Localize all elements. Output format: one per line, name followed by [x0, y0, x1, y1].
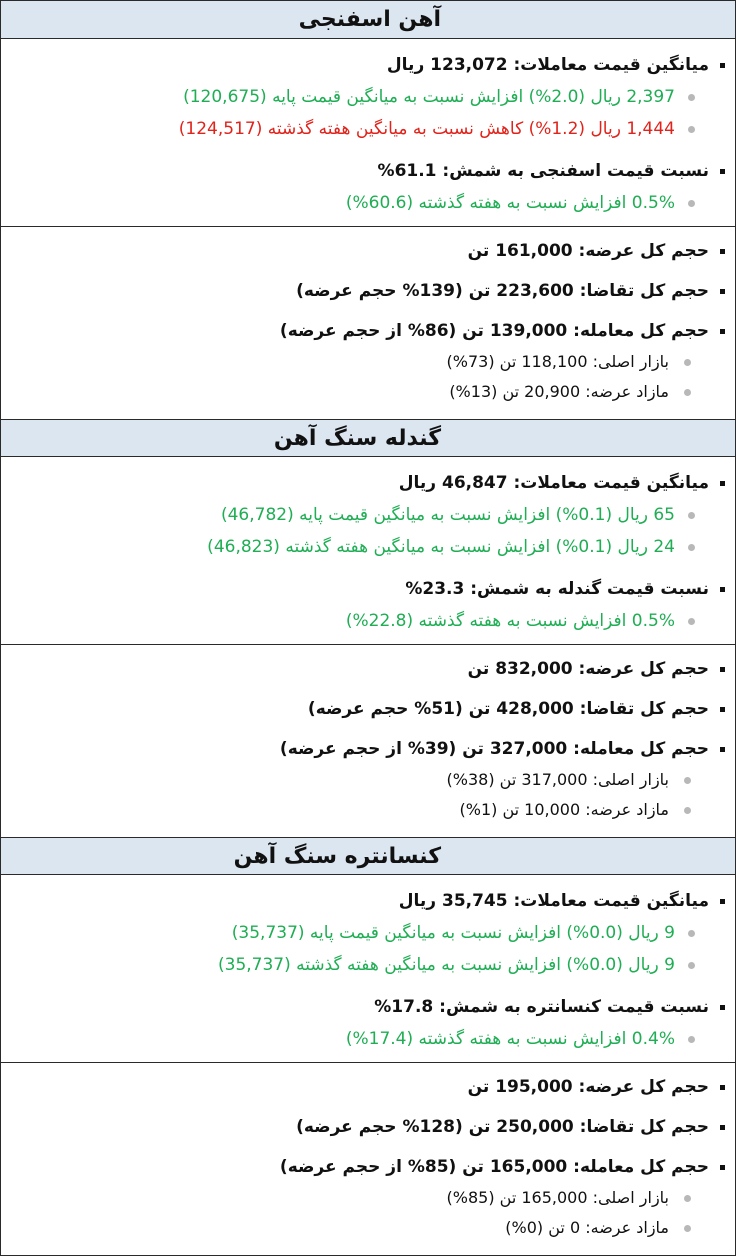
section-header	[1, 837, 735, 875]
surplus-supply: مازاد عرضه: 10,000 تن (1%)	[11, 795, 709, 825]
avg-price: میانگین قیمت معاملات: 46,847 ریال	[11, 467, 709, 499]
price-ratio-to-billet: نسبت قیمت اسفنجی به شمش: 61.1%	[11, 155, 709, 187]
total-traded: حجم کل معامله: 327,000 تن (39% از حجم عرضه)	[11, 733, 709, 765]
volume-block	[1, 227, 735, 419]
price-ratio-to-billet: نسبت قیمت کنسانتره به شمش: 17.8%	[11, 991, 709, 1023]
total-supply: حجم کل عرضه: 161,000 تن	[11, 235, 709, 267]
section-iron-ore-pellet	[1, 419, 735, 837]
section-title: آهن اسفنجی	[298, 7, 441, 32]
total-supply: حجم کل عرضه: 195,000 تن	[11, 1071, 709, 1103]
surplus-supply: مازاد عرضه: 0 تن (0%)	[11, 1213, 709, 1243]
section-title: گندله سنگ آهن	[273, 425, 441, 451]
main-market: بازار اصلی: 317,000 تن (38%)	[11, 765, 709, 795]
volume-block	[1, 645, 735, 837]
ratio-change: 0.4% افزایش نسبت به هفته گذشته (17.4%)	[11, 1023, 709, 1055]
total-traded: حجم کل معامله: 139,000 تن (86% از حجم عرضه)	[11, 315, 709, 347]
section-title: کنسانتره سنگ آهن	[233, 843, 441, 869]
section-header	[1, 1, 735, 39]
change-vs-base-price: 2,397 ریال (2.0%) افزایش نسبت به میانگین قیمت پایه (120,675)	[11, 81, 709, 113]
change-vs-last-week: 24 ریال (0.1%) افزایش نسبت به میانگین هفته گذشته (46,823)	[11, 531, 709, 563]
main-market: بازار اصلی: 118,100 تن (73%)	[11, 347, 709, 377]
volume-block	[1, 1063, 735, 1255]
ratio-change: 0.5% افزایش نسبت به هفته گذشته (22.8%)	[11, 605, 709, 637]
change-vs-base-price: 65 ریال (0.1%) افزایش نسبت به میانگین قیمت پایه (46,782)	[11, 499, 709, 531]
total-demand: حجم کل تقاضا: 223,600 تن (139% حجم عرضه)	[11, 275, 709, 307]
change-vs-last-week: 1,444 ریال (1.2%) کاهش نسبت به میانگین هفته گذشته (124,517)	[11, 113, 709, 145]
section-sponge-iron	[1, 1, 735, 419]
price-block	[1, 875, 735, 1063]
avg-price: میانگین قیمت معاملات: 35,745 ریال	[11, 885, 709, 917]
section-header	[1, 419, 735, 457]
price-ratio-to-billet: نسبت قیمت گندله به شمش: 23.3%	[11, 573, 709, 605]
total-demand: حجم کل تقاضا: 428,000 تن (51% حجم عرضه)	[11, 693, 709, 725]
total-supply: حجم کل عرضه: 832,000 تن	[11, 653, 709, 685]
surplus-supply: مازاد عرضه: 20,900 تن (13%)	[11, 377, 709, 407]
section-iron-ore-concentrate	[1, 837, 735, 1255]
price-block	[1, 39, 735, 227]
total-demand: حجم کل تقاضا: 250,000 تن (128% حجم عرضه)	[11, 1111, 709, 1143]
total-traded: حجم کل معامله: 165,000 تن (85% از حجم عرضه)	[11, 1151, 709, 1183]
ratio-change: 0.5% افزایش نسبت به هفته گذشته (60.6%)	[11, 187, 709, 219]
change-vs-base-price: 9 ریال (0.0%) افزایش نسبت به میانگین قیمت پایه (35,737)	[11, 917, 709, 949]
avg-price: میانگین قیمت معاملات: 123,072 ریال	[11, 49, 709, 81]
main-market: بازار اصلی: 165,000 تن (85%)	[11, 1183, 709, 1213]
change-vs-last-week: 9 ریال (0.0%) افزایش نسبت به میانگین هفته گذشته (35,737)	[11, 949, 709, 981]
price-block	[1, 457, 735, 645]
